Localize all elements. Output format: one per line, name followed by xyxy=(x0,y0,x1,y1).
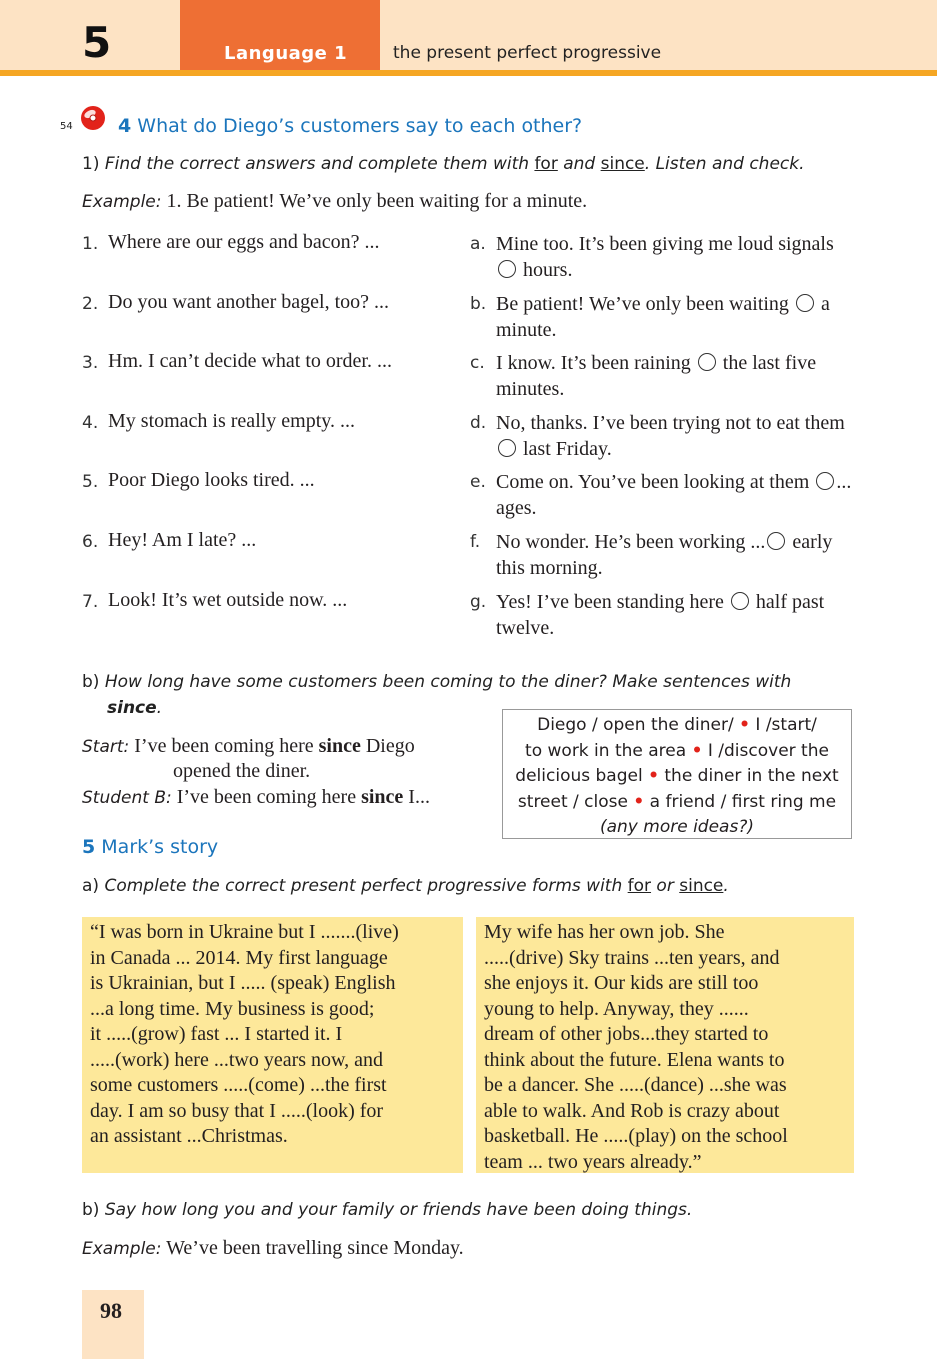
section-title: Language 1 xyxy=(224,43,348,64)
start-example-cont: opened the diner. xyxy=(173,760,311,782)
question-text: Look! It’s wet outside now. ... xyxy=(108,589,348,611)
part-label: 1) xyxy=(82,154,100,174)
answer-text xyxy=(496,589,856,641)
answer-text-end: a minute. xyxy=(496,293,830,341)
keyword-since: since xyxy=(361,786,404,808)
idea-item: delicious bagel xyxy=(515,766,643,786)
exercise-4a-example xyxy=(82,190,587,213)
keyword-since: since xyxy=(107,698,157,718)
answer-text-start: Yes! I’ve been standing here xyxy=(496,591,729,613)
answer-text xyxy=(496,291,856,343)
answer-letter: e. xyxy=(470,472,486,492)
exercise-5-heading xyxy=(82,836,218,858)
story-line: “I was born in Ukraine but I .......(live) xyxy=(90,921,399,943)
story-line: My wife has her own job. She xyxy=(484,921,725,943)
start-label: Start: xyxy=(82,737,130,757)
bullet-icon: • xyxy=(691,740,703,761)
page-number: 98 xyxy=(100,1298,122,1323)
blank-circle[interactable] xyxy=(796,294,814,312)
unit-number: 5 xyxy=(82,18,112,67)
student-b-label: Student B: xyxy=(82,788,172,808)
idea-item: I /discover the xyxy=(707,740,829,761)
blank-circle[interactable] xyxy=(816,472,834,490)
bullet-icon: • xyxy=(633,791,645,812)
answer-letter: a. xyxy=(470,234,486,254)
question-number: 3. xyxy=(82,353,99,373)
idea-item: a friend / first ring me xyxy=(649,791,837,812)
example-label: Example: xyxy=(82,1239,162,1259)
answer-text xyxy=(496,231,856,283)
instruction-text: Say how long you and your family or friends have been doing things. xyxy=(104,1200,693,1220)
instruction-text: or xyxy=(651,876,680,896)
story-line: day. I am so busy that I .....(look) for xyxy=(90,1099,384,1122)
answer-text-end: hours. xyxy=(518,259,573,281)
story-line: able to walk. And Rob is crazy about xyxy=(484,1099,780,1122)
idea-item: I /start/ xyxy=(755,715,817,735)
answer-text-start: No, thanks. I’ve been trying not to eat them xyxy=(496,412,845,434)
exercise-4-title: What do Diego’s customers say to each other? xyxy=(137,115,583,137)
example-text: We’ve been travelling since Monday. xyxy=(166,1237,464,1259)
example-label: Example: xyxy=(82,192,162,212)
answer-letter: d. xyxy=(470,413,487,433)
answer-letter: b. xyxy=(470,294,487,314)
page-number-tab xyxy=(82,1290,144,1359)
question-text: Do you want another bagel, too? ... xyxy=(108,291,390,313)
answer-text-start: No wonder. He’s been working ... xyxy=(496,531,766,553)
keyword-for: for xyxy=(627,876,652,896)
answer-text xyxy=(496,350,856,402)
answer-text-start: Mine too. It’s been giving me loud signals xyxy=(496,233,834,255)
story-box-right xyxy=(476,917,854,1173)
exercise-5a-instruction xyxy=(82,876,729,896)
story-line: is Ukrainian, but I ..... (speak) English xyxy=(90,972,396,994)
idea-item: the diner in the next xyxy=(664,766,839,786)
answer-letter: f. xyxy=(470,532,481,552)
blank-circle[interactable] xyxy=(498,260,516,278)
start-example xyxy=(82,735,415,758)
question-text: Hm. I can’t decide what to order. ... xyxy=(108,350,392,372)
keyword-since: since xyxy=(318,735,361,757)
exercise-4a-instruction xyxy=(82,154,805,174)
blank-circle[interactable] xyxy=(767,532,785,550)
student-b-text: I... xyxy=(403,786,430,808)
answer-text-start: Be patient! We’ve only been waiting xyxy=(496,293,794,315)
question-number: 7. xyxy=(82,592,99,612)
blank-circle[interactable] xyxy=(498,439,516,457)
answer-text-start: Come on. You’ve been looking at them xyxy=(496,471,815,493)
instruction-text: . Listen and check. xyxy=(644,154,805,174)
story-line: ...a long time. My business is good; xyxy=(90,997,375,1020)
ideas-line: (any more ideas?) xyxy=(599,817,754,837)
story-line: young to help. Anyway, they ...... xyxy=(484,997,749,1020)
audio-track-number: 54 xyxy=(60,121,73,132)
exercise-4-number: 4 xyxy=(118,115,132,137)
instruction-text: . xyxy=(723,876,729,896)
story-line: in Canada ... 2014. My first language xyxy=(90,946,388,969)
instruction-text: How long have some customers been coming to the diner? Make sentences with xyxy=(104,672,792,692)
question-text: Where are our eggs and bacon? ... xyxy=(108,231,380,253)
answer-text-end: half past twelve. xyxy=(496,591,825,639)
ideas-box xyxy=(502,709,852,839)
keyword-since: since xyxy=(600,154,645,174)
student-b-text: I’ve been coming here xyxy=(176,786,362,808)
question-number: 2. xyxy=(82,294,99,314)
answer-text xyxy=(496,469,856,521)
ideas-line xyxy=(503,739,851,765)
blank-circle[interactable] xyxy=(731,592,749,610)
idea-item: street / close xyxy=(517,791,628,812)
keyword-for: for xyxy=(534,154,558,174)
answer-text-start: I know. It’s been raining xyxy=(496,352,696,374)
page-header xyxy=(0,0,937,72)
question-text: My stomach is really empty. ... xyxy=(108,410,355,432)
ideas-line xyxy=(503,790,851,816)
exercise-4-heading xyxy=(118,115,582,137)
idea-item: to work in the area xyxy=(525,740,687,761)
start-text: Diego xyxy=(360,735,415,757)
story-line: team ... two years already.” xyxy=(484,1150,702,1173)
instruction-text: and xyxy=(557,154,601,174)
idea-item: Diego / open the diner/ xyxy=(537,715,734,735)
answer-text-end: ... ages. xyxy=(496,471,852,519)
blank-circle[interactable] xyxy=(698,353,716,371)
question-number: 6. xyxy=(82,532,99,552)
story-line: dream of other jobs...they started to xyxy=(484,1023,769,1045)
audio-cd-icon[interactable] xyxy=(80,105,106,131)
instruction-text: . xyxy=(156,698,163,718)
story-line: basketball. He .....(play) on the school xyxy=(484,1125,788,1147)
part-label: a) xyxy=(82,876,100,896)
answer-text xyxy=(496,529,856,581)
answer-text-end: early this morning. xyxy=(496,531,833,579)
story-line: some customers .....(come) ...the first xyxy=(90,1074,387,1096)
instruction-text: Complete the correct present perfect progressive forms with xyxy=(104,876,628,896)
exercise-5-number: 5 xyxy=(82,836,96,858)
bullet-icon: • xyxy=(739,715,750,735)
story-line: an assistant ...Christmas. xyxy=(90,1125,288,1147)
example-text: 1. Be patient! We’ve only been waiting for a minute. xyxy=(166,190,588,212)
story-line: .....(work) here ...two years now, and xyxy=(90,1048,384,1071)
answer-letter: c. xyxy=(470,353,485,373)
ideas-line xyxy=(503,764,851,790)
exercise-5b-example xyxy=(82,1237,464,1260)
story-box-left xyxy=(82,917,463,1173)
exercise-5b-instruction xyxy=(82,1200,692,1220)
story-line: she enjoys it. Our kids are still too xyxy=(484,972,759,994)
keyword-since: since xyxy=(679,876,724,896)
question-number: 5. xyxy=(82,472,99,492)
bullet-icon: • xyxy=(648,766,659,786)
instruction-text: Find the correct answers and complete them with xyxy=(104,154,535,174)
question-text: Poor Diego looks tired. ... xyxy=(108,469,315,491)
story-line: be a dancer. She .....(dance) ...she was xyxy=(484,1074,787,1096)
story-line: .....(drive) Sky trains ...ten years, and xyxy=(484,946,780,969)
exercise-5-title: Mark’s story xyxy=(101,836,219,858)
question-number: 1. xyxy=(82,234,99,254)
student-b-example xyxy=(82,786,430,809)
start-text: I’ve been coming here xyxy=(134,735,319,757)
part-label: b) xyxy=(82,1200,100,1220)
answer-text xyxy=(496,410,856,462)
story-line: it .....(grow) fast ... I started it. I xyxy=(90,1023,343,1045)
answer-text-end: last Friday. xyxy=(518,438,612,460)
question-text: Hey! Am I late? ... xyxy=(108,529,257,551)
story-line: think about the future. Elena wants to xyxy=(484,1048,785,1071)
header-rule xyxy=(0,70,937,76)
exercise-4b-instruction xyxy=(82,672,791,692)
answer-letter: g. xyxy=(470,592,487,612)
exercise-4b-instruction-cont xyxy=(107,698,162,718)
question-number: 4. xyxy=(82,413,99,433)
ideas-line xyxy=(503,713,851,739)
answer-text-end: the last five minutes. xyxy=(496,352,817,400)
topic-title: the present perfect progressive xyxy=(393,43,662,63)
part-label: b) xyxy=(82,672,100,692)
